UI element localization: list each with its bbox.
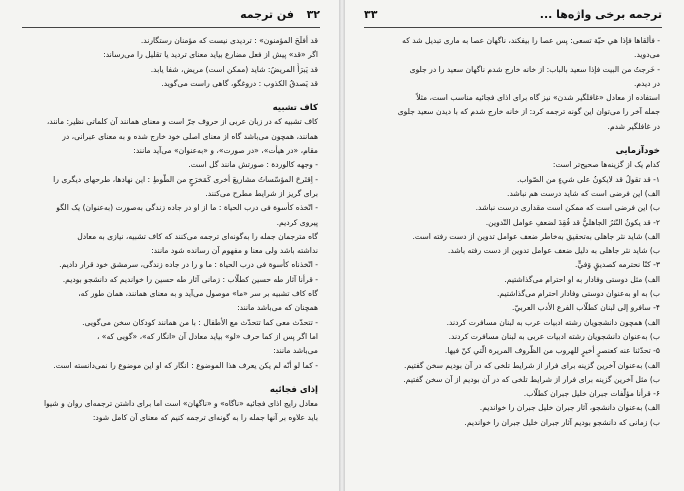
text-line: الف) به‌عنوان آخرین گزینه برای فرار از شرایط تلخی که در آن بودیم سخن گفتیم.: [404, 360, 660, 370]
text-line: - وجهه کالوردة : صورتش مانند گل است.: [188, 160, 318, 170]
page-number: ۳۲: [306, 8, 320, 21]
text-line: قد يَبرَأُ المريضُ: شاید (ممکن است) مریض، شفا یابد.: [150, 64, 318, 74]
running-title: فن ترجمه: [240, 8, 294, 21]
text-line: ۳- كنّا نحترمه كصديقٍ وَفيٍّ.: [574, 260, 660, 270]
text-line: ۵- تحدّثنا عنه كعنصرٍ أخيرٍ للهروب من الظّروف المريرة الّتي كنّ فيها.: [444, 346, 660, 356]
text-line: - قرأنا آثار طه حسین کطلّاب : زمانی آثار طه حسین را خواندیم که دانشجو بودیم.: [62, 274, 318, 284]
text-line: الف) شاید نثر جاهلی به‌تحقیق به‌خاطر ضعف عوامل تدوین از دست رفته است.: [412, 231, 660, 241]
text-line: همانند، همچون می‌باشد گاه از معنای اصلی خود خارج شده و به معنای عبرانی، در: [62, 131, 318, 141]
text-line: نداشته باشد ولی معنا و مفهوم آن رسانده شود مانند:: [151, 246, 318, 256]
text-line: اگر «قد» پیش از فعل مضارع بیاید معنای تردید یا تقلیل را می‌رساند:: [103, 50, 318, 60]
paragraph-spacer: [22, 91, 318, 101]
text-line: قد أفلَحَ المؤمنون» : تردیدی نیست که مؤمنان رستگارند.: [140, 36, 318, 45]
running-title: ترجمه برخی واژه‌ها ...: [539, 8, 662, 21]
text-line: ب) این فرضی است که ممکن است مقداری درست نباشد.: [475, 203, 660, 213]
text-line: - اتّخذه کأسوة فی درب الحیاة : ما از او در جاده زندگی به‌صورت (به‌عنوان) یک الگو: [56, 203, 318, 213]
paragraph-spacer: [22, 373, 318, 383]
text-line: می‌باشد مانند:: [273, 346, 318, 356]
text-line: - تتحدّث معی کما تتحدّث مع الأطفال : با من همانند کودکان سخن می‌گویی.: [82, 317, 318, 327]
text-line: ۲- قد يكونُ النّثرُ الجاهليُّ قد فُقِدَ لضعفِ عوامل التّدوين.: [485, 217, 660, 227]
text-line: برای گریز از شرایط مطرح می‌کنند.: [205, 188, 318, 198]
text-line: ب) زمانی که دانشجو بودیم آثار جبران خلیل جبران را خواندیم.: [464, 417, 660, 427]
text-line: می‌دوید.: [634, 50, 660, 60]
text-line: معادل رایج اذای فجائیه «ناگاه» و «ناگهان» است اما برای داشتن ترجمه‌ای روان و شیوا: [43, 399, 318, 409]
text-line: ب) به او به‌عنوان دوستی وفادار احترام می‌گذاشتیم.: [496, 289, 660, 299]
text-line: - کما لو أنّه لم یکن یعرف هذا الموضوع : انگار که او این موضوع را نمی‌دانسته است.: [53, 360, 318, 370]
text-line: در غافلگیر شدم.: [607, 121, 660, 131]
text-line: پیروی کردیم.: [276, 217, 318, 227]
page-header: [364, 8, 662, 26]
page-body: [22, 34, 318, 426]
text-line: جمله آخر را می‌توان این گونه ترجمه کرد: از خانه خارج شدم که با دیدن سعید جلوی: [397, 107, 660, 117]
text-line: الف) این فرضی است که شاید درست هم نباشد.: [507, 188, 660, 198]
text-line: - فألقاها فإذا هي حيّة تسعى: پس عصا را بیفکند، ناگهان عصا به ماری تبدیل شد که: [402, 36, 660, 45]
text-line: الف) همچون دانشجویان رشته ادبیات عرب به لبنان مسافرت کردند.: [446, 317, 660, 327]
text-line: ۶- قرأنا مؤلّفات جبران خليل جبران كطلّاب.: [523, 389, 660, 399]
text-line: الف) مثل دوستی وفادار به او احترام می‌گذاشتیم.: [504, 274, 660, 284]
header-rule: [22, 27, 320, 28]
text-line: در دیدم.: [633, 78, 660, 88]
text-line: - خَرجتُ من البيت فإذا سعيد بالباب: از خانه خارج شدم ناگهان سعید را در جلوی: [409, 64, 660, 74]
text-line: مقام، «در هیأت»، «در صورت»، و «به‌عنوان» می‌آید مانند:: [133, 146, 318, 156]
text-line: ب) مثل آخرین گزینه برای فرار از شرایط تلخی که در آن بودیم از آن سخن گفتیم.: [403, 374, 660, 384]
header-rule: [364, 27, 662, 28]
text-line: اما اگر پس از کما حرف «لو» بیاید معادل آن «انگار که»، «گویی که» ،: [96, 331, 318, 341]
text-line: کدام یک از گزینه‌ها صحیح‌تر است:: [552, 160, 660, 170]
section-heading: کاف تشبیه: [272, 103, 318, 114]
section-heading: إذای فجائیه: [269, 384, 318, 395]
page-body: [364, 34, 660, 430]
text-line: - اِقتَرحَ المؤسّساتُ مشاریعَ أخرى كَمَخرَجٍ من الطّوطِ : این نهادها، طرحهای دیگری را: [53, 174, 318, 184]
text-line: - اتّخذناه کأسوة فی درب الحیاة : ما و را در جاده زندگی، سرمشق خود قرار دادیم.: [59, 260, 318, 270]
right-page: [342, 0, 684, 491]
text-line: باید علاوه بر آنها جمله را به گونه‌ای ترجمه کنیم که معنای آن کامل شود:: [92, 413, 318, 423]
text-line: ۴- سافرو إلى لبنان كطلّاب الفرع الأدب العربيّ.: [511, 303, 660, 313]
text-line: الف) به‌عنوان دانشجو، آثار جبران خلیل جبران را خواندیم.: [479, 403, 660, 413]
text-line: گاه مترجمان جمله را به‌گونه‌ای ترجمه می‌کنند که کاف تشبیه، نیازی به معادل: [77, 231, 318, 241]
text-line: گاه کاف تشبیه بر سر «ما» موصول می‌آید و به معنای همانند، همان طور که،: [78, 289, 318, 299]
text-line: ب) به‌عنوان دانشجویان رشته ادبیات عربی به لبنان مسافرت کردند.: [448, 331, 660, 341]
page-header: [22, 8, 320, 26]
text-line: ب) شاید نثر جاهلی به دلیل ضعف عوامل تدوین از دست رفته باشد.: [447, 246, 660, 256]
paragraph-spacer: [364, 134, 660, 144]
text-line: همچنان که می‌باشد مانند:: [237, 303, 318, 313]
section-heading: خودآزمایی: [615, 146, 660, 157]
page-number: ۳۳: [364, 8, 378, 21]
text-line: قد يَصدقُ الكذوب : دروغگو، گاهی راست می‌گوید.: [161, 78, 318, 88]
text-line: استفاده از معادل «غافلگیر شدن» نیز گاه برای اذای فجائیه مناسب است، مثلاً: [416, 93, 660, 103]
text-line: کاف تشبیه که در زبان عربی از حروف جرّ است و معنای همانند آن کلماتی نظیر: مانند،: [46, 117, 318, 127]
text-line: ۱- قد تقولُ قد لايكونُ على شيءٍ من الصّواب.: [517, 174, 660, 184]
